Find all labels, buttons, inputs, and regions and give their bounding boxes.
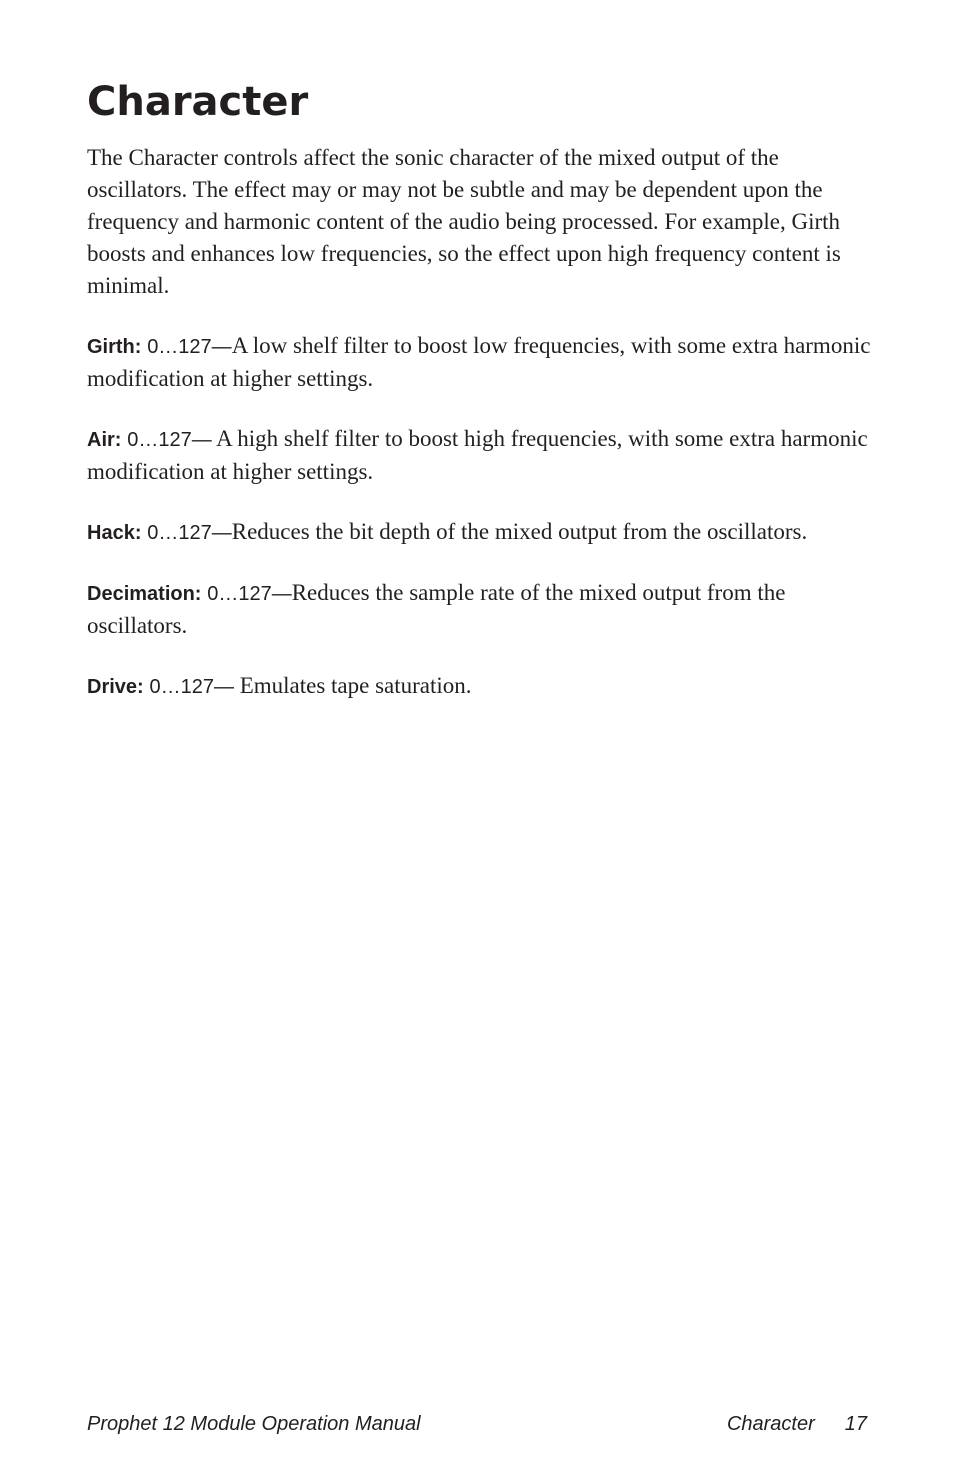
param-name: Decimation: xyxy=(87,583,202,605)
footer-section: Character xyxy=(726,1413,815,1435)
param-name: Drive: xyxy=(87,676,144,698)
param-name: Girth: xyxy=(87,336,142,358)
param-name: Air: xyxy=(87,429,122,451)
param-hack xyxy=(87,516,877,549)
param-range: 0…127— xyxy=(147,522,232,544)
param-range: 0…127— xyxy=(207,583,292,605)
param-girth xyxy=(87,330,877,395)
param-range: 0…127— xyxy=(149,676,234,698)
param-name: Hack: xyxy=(87,522,142,544)
param-description: Reduces the sample rate of the mixed output from the oscillators. xyxy=(87,580,786,638)
param-decimation xyxy=(87,577,877,642)
param-range: 0…127— xyxy=(147,336,232,358)
param-description: Emulates tape saturation. xyxy=(233,673,472,698)
param-description: Reduces the bit depth of the mixed output from the oscillators. xyxy=(231,519,808,544)
footer-right xyxy=(727,1410,867,1438)
param-description: A low shelf filter to boost low frequencies, with some extra harmonic modification at higher settings. xyxy=(87,333,871,391)
param-air xyxy=(87,423,877,488)
page-number: 17 xyxy=(844,1413,867,1435)
param-range: 0…127— xyxy=(127,429,212,451)
param-description: A high shelf filter to boost high frequencies, with some extra harmonic modification at higher settings. xyxy=(87,426,868,484)
intro-paragraph: The Character controls affect the sonic character of the mixed output of the oscillators. The effect may or may not be subtle and may be dependent upon the frequency and harmonic content of the audio being processed. For example, Girth boosts and enhances low frequencies, so the effect upon high frequency content is minimal. xyxy=(87,145,841,298)
page-title: Character xyxy=(87,79,309,125)
page-content xyxy=(87,78,877,703)
manual-title: Prophet 12 Module Operation Manual xyxy=(87,1413,421,1435)
param-drive xyxy=(87,670,877,703)
